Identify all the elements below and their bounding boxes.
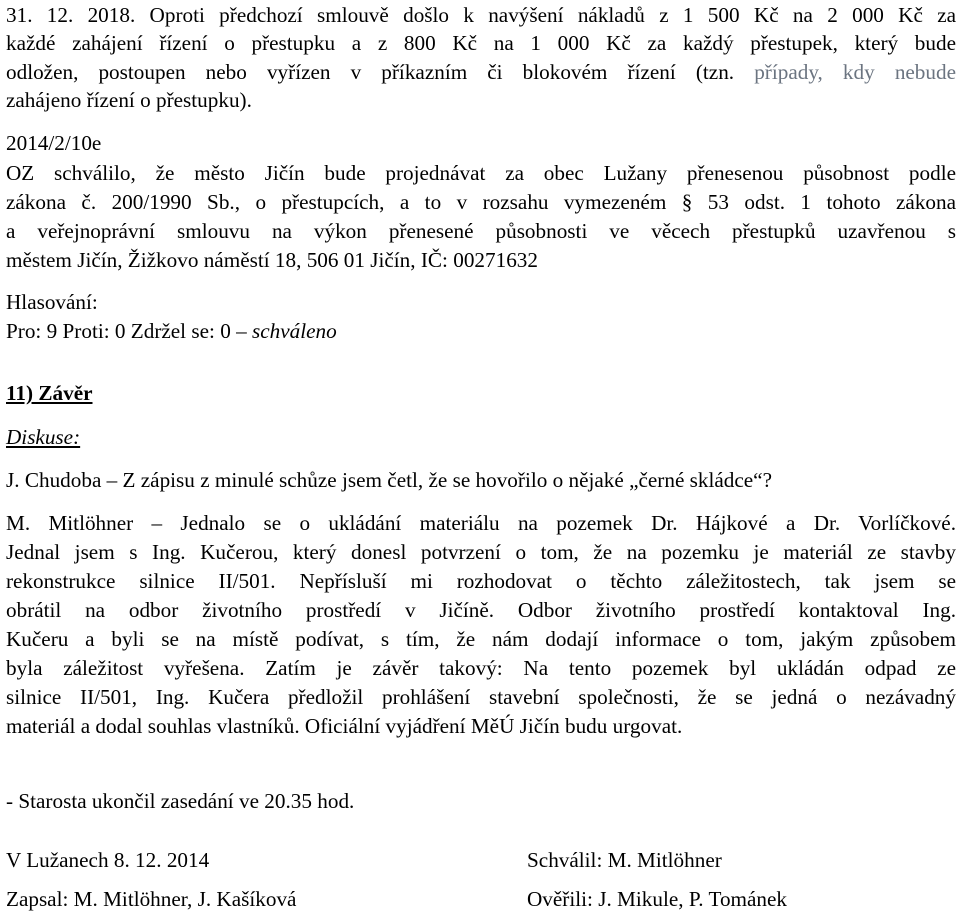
vote-status: schváleno [251,319,337,343]
text-line [6,59,956,85]
discussion-line: J. Chudoba – Z zápisu z minulé schůze jsem četl, že se hovořilo o nějaké „černé skládce“? [6,468,772,492]
discussion-line: silnice II/501, Ing. Kučera předložil prohlášení stavební společnosti, že se jedná o nezávadný [6,685,956,709]
section-heading: 11) Závěr [6,381,93,405]
discussion-line: obrátil na odbor životního prostředí v Jičíně. Odbor životního prostředí kontaktoval Ing. [6,598,956,622]
vote-counts: Pro: 9 Proti: 0 Zdržel se: 0 – [6,319,247,343]
discussion-line: byla záležitost vyřešena. Zatím je závěr takový: Na tento pozemek byl ukládán odpad ze [6,656,956,680]
vote-result [6,318,337,344]
text-line: zahájeno řízení o přestupku). [6,88,252,112]
text-line: 31. 12. 2018. Oproti předchozí smlouvě došlo k navýšení nákladů z 1 500 Kč na 2 000 Kč za [6,3,956,27]
section-symbol: § [681,190,693,214]
vote-label: Hlasování: [6,290,98,314]
place-date: V Lužanech 8. 12. 2014 [6,848,210,872]
text-span: zákona č. [6,190,112,214]
text-line: a veřejnoprávní smlouvu na výkon přenesené působnosti ve věcech přestupků uzavřenou s [6,219,956,243]
recorded-by: Zapsal: M. Mitlöhner, J. Kašíková [6,887,297,911]
text-line [6,189,956,215]
discussion-line: Jednal jsem s Ing. Kučerou, který donesl potvrzení o tom, že na pozemku je materiál ze stavby [6,540,956,564]
resolution-id: 2014/2/10e [6,131,102,155]
text-line: městem Jičín, Žižkovo náměstí 18, 506 01 Jičín, IČ: 00271632 [6,248,538,272]
text-span: 53 odst. 1 tohoto zákona [707,190,957,214]
closing-statement: - Starosta ukončil zasedání ve 20.35 hod. [6,789,355,813]
discussion-label: Diskuse: [6,425,81,449]
discussion-line: rekonstrukce silnice II/501. Nepřísluší mi rozhodovat o těchto záležitostech, tak jsem se [6,569,956,593]
text-line: každé zahájení řízení o přestupku a z 800 Kč na 1 000 Kč za každý přestupek, který bude [6,31,956,55]
discussion-line: Kučeru a byli se na místě podívat, s tím, že nám dodají informace o tom, jakým způsobem [6,627,956,651]
text-span: , o přestupcích, a to v rozsahu vymezeném [234,190,667,214]
text-line: OZ schválilo, že město Jičín bude projednávat za obec Lužany přenesenou působnost podle [6,161,956,185]
link-text: případy, kdy nebude [754,60,956,84]
text-span: odložen, postoupen nebo vyřízen v příkazním či blokovém řízení (tzn. [6,60,755,84]
verified-by: Ověřili: J. Mikule, P. Tománek [527,887,788,911]
approved-by: Schválil: M. Mitlöhner [527,848,722,872]
discussion-line: M. Mitlöhner – Jednalo se o ukládání materiálu na pozemek Dr. Hájkové a Dr. Vorlíčkové. [6,511,956,535]
law-reference: 200/1990 Sb. [111,190,235,214]
discussion-line: materiál a dodal souhlas vlastníků. Oficiální vyjádření MěÚ Jičín budu urgovat. [6,714,683,738]
